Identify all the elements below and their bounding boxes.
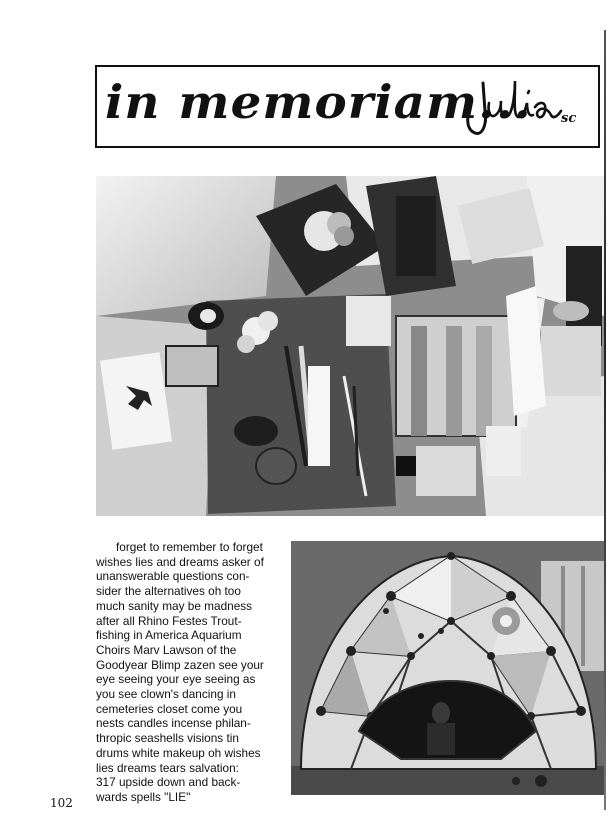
signature-suffix: sc (561, 111, 577, 126)
poem-line: unanswerable questions con- (96, 569, 250, 584)
page-number: 102 (50, 796, 73, 810)
photo-cluttered-desk (96, 176, 604, 516)
poem-line: 317 upside down and back- (96, 775, 241, 790)
dome-photo-icon (291, 541, 604, 795)
poem-line: fishing in America Aquarium (96, 628, 242, 643)
poem-line: after all Rhino Festes Trout- (96, 613, 242, 628)
desk-photo-icon (96, 176, 604, 516)
page-title: in memoriam... (105, 75, 532, 129)
poem-line: cemeteries closet come you (96, 701, 243, 716)
poem-line: forget to remember to forget (116, 540, 263, 554)
poem-line: Choirs Marv Lawson of the (96, 642, 237, 657)
poem-line: sider the alternatives oh too (96, 584, 241, 599)
poem-line: lies dreams tears salvation: (96, 760, 239, 775)
photo-geodesic-dome (291, 541, 604, 795)
poem-line: thropic seashells visions tin (96, 731, 239, 746)
poem-line: nests candles incense philan- (96, 716, 251, 731)
poem-text (96, 540, 286, 805)
poem-line: eye seeing your eye seeing as (96, 672, 256, 687)
poem-line: much sanity may be madness (96, 598, 253, 613)
signature-julia-icon (457, 71, 597, 143)
scan-edge-line (604, 30, 606, 810)
signature (457, 71, 597, 143)
title-box (95, 65, 600, 148)
poem-line: you see clown's dancing in (96, 687, 236, 702)
poem-line: wards spells "LIE" (96, 789, 191, 804)
poem-line: drums white makeup oh wishes (96, 745, 261, 760)
poem-line: Goodyear Blimp zazen see your (96, 657, 264, 672)
poem-line: wishes lies and dreams asker of (96, 554, 264, 569)
